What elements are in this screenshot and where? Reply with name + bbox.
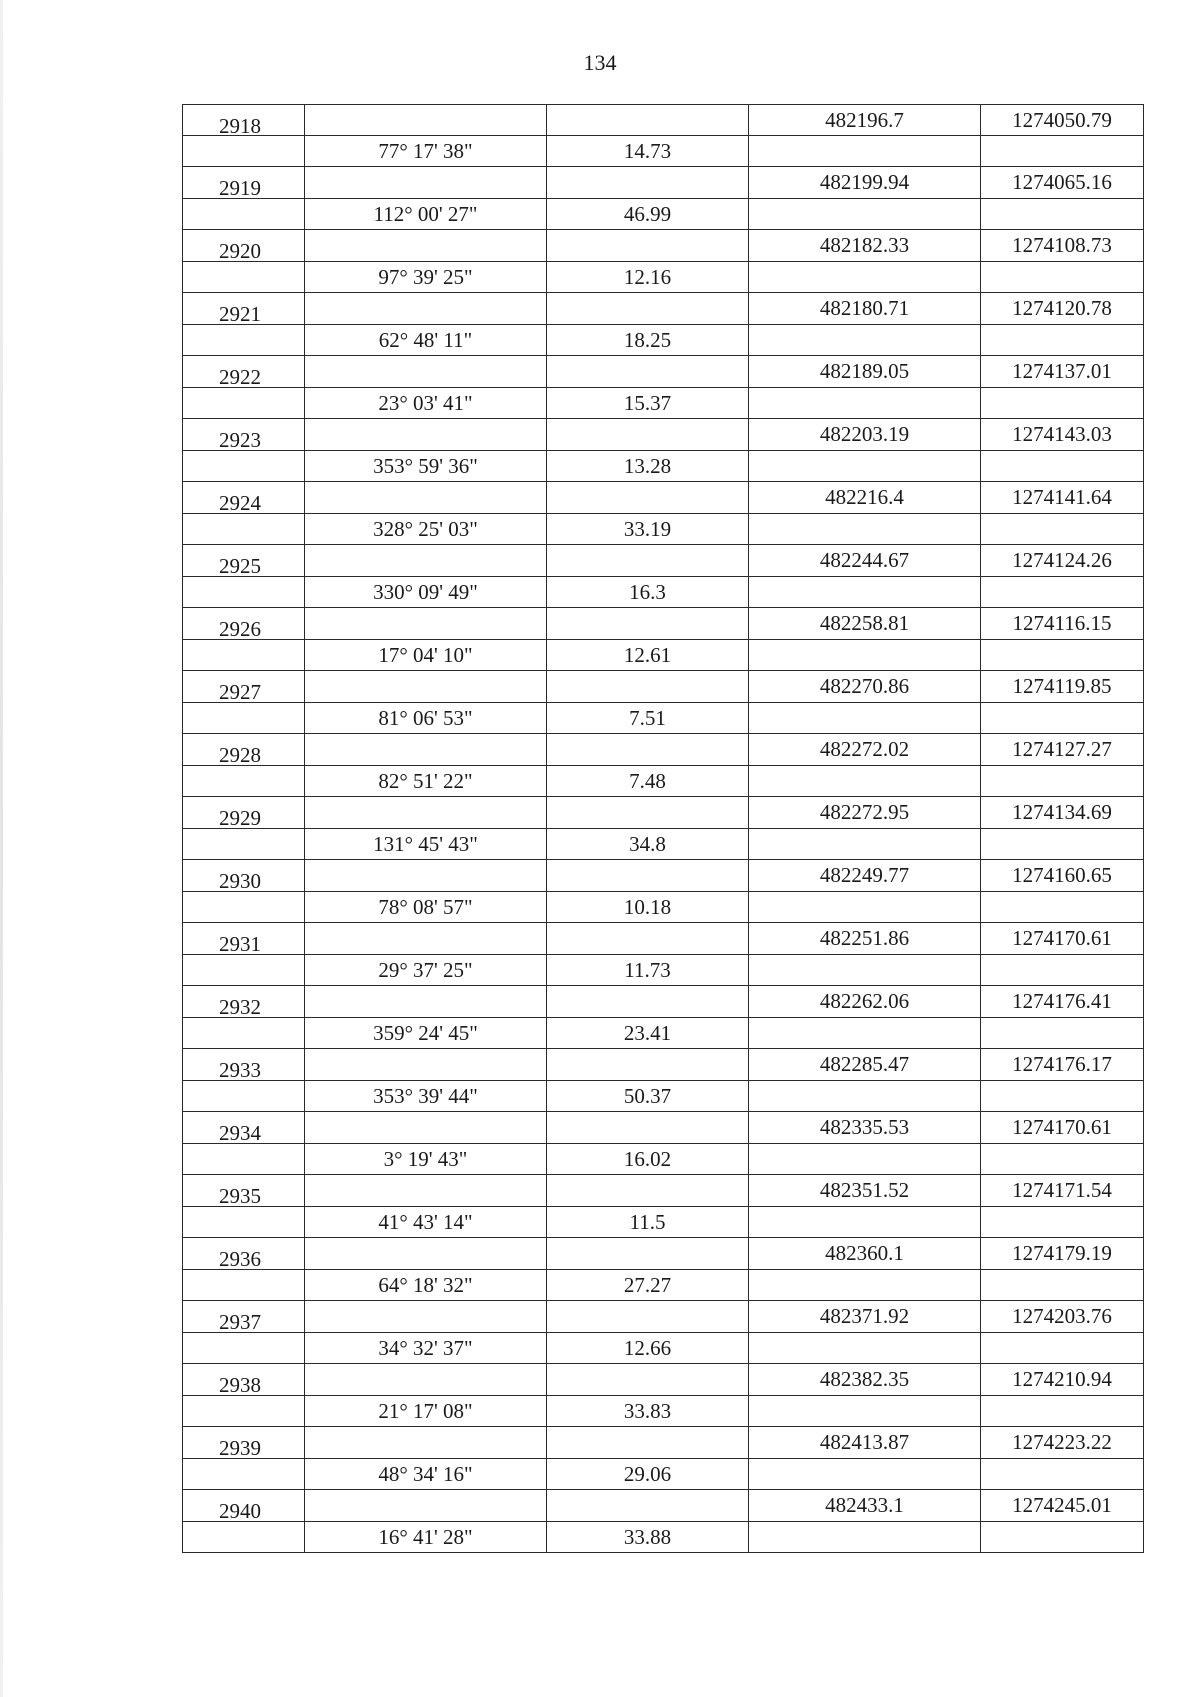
x-coordinate-cell	[749, 640, 981, 671]
point-number-cell	[183, 1522, 305, 1553]
x-coordinate-cell: 482216.4	[749, 482, 981, 513]
bearing-cell: 82° 51' 22"	[305, 766, 547, 797]
y-coordinate-cell: 1274127.27	[1012, 737, 1112, 761]
y-coordinate-cell	[981, 577, 1143, 608]
bearing-cell	[305, 356, 547, 387]
x-coordinate-cell: 482251.86	[749, 923, 981, 954]
point-number-cell: 2933	[183, 1049, 305, 1080]
x-coordinate-cell	[749, 1522, 981, 1553]
distance-cell: 10.18	[547, 892, 749, 923]
distance-cell	[547, 419, 749, 450]
bearing-cell	[305, 608, 547, 639]
point-number-cell: 2925	[183, 545, 305, 576]
distance-cell	[547, 1427, 749, 1458]
x-coordinate-cell: 482413.87	[749, 1427, 981, 1458]
y-coordinate-cell: 1274124.26	[1012, 548, 1112, 572]
point-number-cell	[183, 640, 305, 671]
point-number-cell: 2938	[183, 1364, 305, 1395]
distance-cell	[547, 1238, 749, 1269]
distance-cell: 33.88	[547, 1522, 749, 1553]
segment-row	[183, 577, 1143, 609]
segment-row	[183, 1522, 1143, 1554]
bearing-cell: 81° 06' 53"	[305, 703, 547, 734]
point-number-cell	[183, 1333, 305, 1364]
survey-coordinates-table	[182, 104, 1144, 1553]
x-coordinate-cell	[749, 451, 981, 482]
y-coordinate-cell: 1274050.79	[1012, 108, 1112, 132]
segment-row	[183, 199, 1143, 231]
x-coordinate-cell	[749, 766, 981, 797]
point-row	[183, 1238, 1143, 1270]
bearing-cell: 21° 17' 08"	[305, 1396, 547, 1427]
distance-cell	[547, 482, 749, 513]
bearing-cell	[305, 734, 547, 765]
segment-row	[183, 1144, 1143, 1176]
point-row	[183, 1175, 1143, 1207]
segment-row	[183, 136, 1143, 168]
point-row	[183, 986, 1143, 1018]
point-row	[183, 1427, 1143, 1459]
point-number-cell	[183, 1459, 305, 1490]
y-coordinate-cell: 1274141.64	[1012, 485, 1112, 509]
segment-row	[183, 325, 1143, 357]
y-coordinate-cell: 1274223.22	[1012, 1430, 1112, 1454]
x-coordinate-cell	[749, 1144, 981, 1175]
point-number-cell: 2937	[183, 1301, 305, 1332]
distance-cell	[547, 167, 749, 198]
bearing-cell: 353° 39' 44"	[305, 1081, 547, 1112]
point-row	[183, 860, 1143, 892]
bearing-cell	[305, 419, 547, 450]
point-row	[183, 797, 1143, 829]
distance-cell	[547, 1112, 749, 1143]
distance-cell	[547, 356, 749, 387]
y-coordinate-cell	[981, 1459, 1143, 1490]
x-coordinate-cell	[749, 829, 981, 860]
x-coordinate-cell	[749, 388, 981, 419]
point-number-cell	[183, 262, 305, 293]
point-number-cell: 2932	[183, 986, 305, 1017]
point-number-cell: 2940	[183, 1490, 305, 1521]
y-coordinate-cell	[981, 388, 1143, 419]
point-number-cell: 2921	[183, 293, 305, 324]
distance-cell	[547, 734, 749, 765]
bearing-cell: 330° 09' 49"	[305, 577, 547, 608]
bearing-cell	[305, 1427, 547, 1458]
point-number-cell	[183, 577, 305, 608]
segment-row	[183, 1207, 1143, 1239]
bearing-cell	[305, 797, 547, 828]
point-number-cell: 2922	[183, 356, 305, 387]
bearing-cell: 78° 08' 57"	[305, 892, 547, 923]
distance-cell: 13.28	[547, 451, 749, 482]
point-number-cell: 2939	[183, 1427, 305, 1458]
segment-row	[183, 1459, 1143, 1491]
bearing-cell: 112° 00' 27"	[305, 199, 547, 230]
y-coordinate-cell	[981, 199, 1143, 230]
point-number-cell: 2926	[183, 608, 305, 639]
bearing-cell	[305, 1490, 547, 1521]
point-number-cell	[183, 325, 305, 356]
x-coordinate-cell: 482270.86	[749, 671, 981, 702]
x-coordinate-cell: 482180.71	[749, 293, 981, 324]
bearing-cell	[305, 1175, 547, 1206]
x-coordinate-cell	[749, 1270, 981, 1301]
y-coordinate-cell	[981, 892, 1143, 923]
bearing-cell: 77° 17' 38"	[305, 136, 547, 167]
y-coordinate-cell	[981, 1522, 1143, 1553]
y-coordinate-cell: 1274176.17	[1012, 1052, 1112, 1076]
point-row	[183, 1301, 1143, 1333]
x-coordinate-cell: 482371.92	[749, 1301, 981, 1332]
y-coordinate-cell	[981, 451, 1143, 482]
point-row	[183, 1112, 1143, 1144]
point-row	[183, 230, 1143, 262]
segment-row	[183, 766, 1143, 798]
distance-cell	[547, 797, 749, 828]
y-coordinate-cell	[981, 1081, 1143, 1112]
y-coordinate-cell: 1274203.76	[1012, 1304, 1112, 1328]
x-coordinate-cell	[749, 1081, 981, 1112]
y-coordinate-cell	[981, 1144, 1143, 1175]
x-coordinate-cell: 482249.77	[749, 860, 981, 891]
point-number-cell: 2923	[183, 419, 305, 450]
distance-cell	[547, 608, 749, 639]
y-coordinate-cell: 1274176.41	[1012, 989, 1112, 1013]
y-coordinate-cell: 1274143.03	[1012, 422, 1112, 446]
distance-cell: 12.66	[547, 1333, 749, 1364]
x-coordinate-cell	[749, 1018, 981, 1049]
distance-cell	[547, 230, 749, 261]
segment-row	[183, 1333, 1143, 1365]
x-coordinate-cell: 482199.94	[749, 167, 981, 198]
point-number-cell: 2935	[183, 1175, 305, 1206]
distance-cell: 33.83	[547, 1396, 749, 1427]
distance-cell: 33.19	[547, 514, 749, 545]
bearing-cell	[305, 986, 547, 1017]
point-row	[183, 1049, 1143, 1081]
bearing-cell: 97° 39' 25"	[305, 262, 547, 293]
distance-cell	[547, 1301, 749, 1332]
y-coordinate-cell: 1274171.54	[1012, 1178, 1112, 1202]
y-coordinate-cell	[981, 325, 1143, 356]
point-number-cell: 2936	[183, 1238, 305, 1269]
distance-cell: 18.25	[547, 325, 749, 356]
distance-cell: 11.73	[547, 955, 749, 986]
x-coordinate-cell: 482189.05	[749, 356, 981, 387]
x-coordinate-cell	[749, 1207, 981, 1238]
bearing-cell: 17° 04' 10"	[305, 640, 547, 671]
y-coordinate-cell: 1274065.16	[1012, 170, 1112, 194]
point-number-cell	[183, 1207, 305, 1238]
point-number-cell: 2919	[183, 167, 305, 198]
bearing-cell: 62° 48' 11"	[305, 325, 547, 356]
segment-row	[183, 703, 1143, 735]
bearing-cell	[305, 230, 547, 261]
distance-cell: 34.8	[547, 829, 749, 860]
x-coordinate-cell	[749, 262, 981, 293]
x-coordinate-cell: 482335.53	[749, 1112, 981, 1143]
segment-row	[183, 1081, 1143, 1113]
point-number-cell: 2924	[183, 482, 305, 513]
point-number-cell	[183, 703, 305, 734]
segment-row	[183, 1018, 1143, 1050]
x-coordinate-cell: 482272.95	[749, 797, 981, 828]
x-coordinate-cell	[749, 703, 981, 734]
point-number-cell: 2931	[183, 923, 305, 954]
y-coordinate-cell: 1274137.01	[1012, 359, 1112, 383]
x-coordinate-cell	[749, 199, 981, 230]
y-coordinate-cell: 1274108.73	[1012, 233, 1112, 257]
distance-cell	[547, 1364, 749, 1395]
y-coordinate-cell	[981, 766, 1143, 797]
x-coordinate-cell	[749, 514, 981, 545]
bearing-cell	[305, 1238, 547, 1269]
distance-cell: 12.16	[547, 262, 749, 293]
segment-row	[183, 262, 1143, 294]
bearing-cell	[305, 923, 547, 954]
point-number-cell: 2934	[183, 1112, 305, 1143]
bearing-cell: 353° 59' 36"	[305, 451, 547, 482]
distance-cell	[547, 105, 749, 135]
bearing-cell	[305, 860, 547, 891]
segment-row	[183, 955, 1143, 987]
point-number-cell	[183, 1081, 305, 1112]
bearing-cell	[305, 293, 547, 324]
x-coordinate-cell: 482285.47	[749, 1049, 981, 1080]
distance-cell: 29.06	[547, 1459, 749, 1490]
bearing-cell: 328° 25' 03"	[305, 514, 547, 545]
y-coordinate-cell: 1274245.01	[1012, 1493, 1112, 1517]
point-row	[183, 734, 1143, 766]
distance-cell: 15.37	[547, 388, 749, 419]
distance-cell: 14.73	[547, 136, 749, 167]
point-row	[183, 482, 1143, 514]
distance-cell	[547, 1490, 749, 1521]
y-coordinate-cell	[981, 1333, 1143, 1364]
distance-cell: 16.02	[547, 1144, 749, 1175]
point-row	[183, 671, 1143, 703]
bearing-cell	[305, 482, 547, 513]
segment-row	[183, 1396, 1143, 1428]
point-number-cell	[183, 199, 305, 230]
point-row	[183, 419, 1143, 451]
segment-row	[183, 892, 1143, 924]
x-coordinate-cell	[749, 892, 981, 923]
x-coordinate-cell: 482360.1	[749, 1238, 981, 1269]
distance-cell: 27.27	[547, 1270, 749, 1301]
point-row	[183, 1364, 1143, 1396]
x-coordinate-cell	[749, 325, 981, 356]
y-coordinate-cell: 1274170.61	[1012, 926, 1112, 950]
bearing-cell	[305, 1301, 547, 1332]
x-coordinate-cell: 482433.1	[749, 1490, 981, 1521]
distance-cell: 12.61	[547, 640, 749, 671]
distance-cell	[547, 1175, 749, 1206]
bearing-cell: 16° 41' 28"	[305, 1522, 547, 1553]
y-coordinate-cell: 1274179.19	[1012, 1241, 1112, 1265]
x-coordinate-cell: 482203.19	[749, 419, 981, 450]
distance-cell: 7.48	[547, 766, 749, 797]
bearing-cell	[305, 167, 547, 198]
bearing-cell	[305, 545, 547, 576]
x-coordinate-cell: 482182.33	[749, 230, 981, 261]
bearing-cell: 34° 32' 37"	[305, 1333, 547, 1364]
point-row	[183, 167, 1143, 199]
x-coordinate-cell	[749, 1459, 981, 1490]
distance-cell	[547, 671, 749, 702]
segment-row	[183, 829, 1143, 861]
y-coordinate-cell	[981, 1396, 1143, 1427]
distance-cell	[547, 293, 749, 324]
point-number-cell	[183, 1018, 305, 1049]
distance-cell	[547, 923, 749, 954]
distance-cell	[547, 986, 749, 1017]
distance-cell	[547, 860, 749, 891]
x-coordinate-cell: 482272.02	[749, 734, 981, 765]
point-row	[183, 356, 1143, 388]
point-number-cell	[183, 892, 305, 923]
x-coordinate-cell	[749, 136, 981, 167]
bearing-cell: 41° 43' 14"	[305, 1207, 547, 1238]
point-number-cell	[183, 136, 305, 167]
x-coordinate-cell	[749, 955, 981, 986]
point-number-cell	[183, 1396, 305, 1427]
y-coordinate-cell	[981, 136, 1143, 167]
segment-row	[183, 388, 1143, 420]
segment-row	[183, 451, 1143, 483]
x-coordinate-cell: 482258.81	[749, 608, 981, 639]
bearing-cell	[305, 1049, 547, 1080]
point-number-cell: 2920	[183, 230, 305, 261]
distance-cell: 23.41	[547, 1018, 749, 1049]
point-number-cell: 2927	[183, 671, 305, 702]
point-number-cell: 2928	[183, 734, 305, 765]
point-number-cell: 2918	[183, 105, 305, 135]
y-coordinate-cell	[981, 955, 1143, 986]
y-coordinate-cell	[981, 640, 1143, 671]
distance-cell: 7.51	[547, 703, 749, 734]
x-coordinate-cell	[749, 1333, 981, 1364]
y-coordinate-cell	[981, 262, 1143, 293]
segment-row	[183, 514, 1143, 546]
point-row	[183, 293, 1143, 325]
point-number-cell	[183, 451, 305, 482]
x-coordinate-cell	[749, 577, 981, 608]
bearing-cell: 23° 03' 41"	[305, 388, 547, 419]
point-number-cell	[183, 388, 305, 419]
point-number-cell	[183, 766, 305, 797]
point-number-cell	[183, 514, 305, 545]
y-coordinate-cell: 1274160.65	[1012, 863, 1112, 887]
bearing-cell: 48° 34' 16"	[305, 1459, 547, 1490]
x-coordinate-cell: 482351.52	[749, 1175, 981, 1206]
page-number: 134	[583, 50, 617, 75]
bearing-cell	[305, 671, 547, 702]
x-coordinate-cell: 482262.06	[749, 986, 981, 1017]
point-row	[183, 923, 1143, 955]
bearing-cell: 29° 37' 25"	[305, 955, 547, 986]
distance-cell: 50.37	[547, 1081, 749, 1112]
bearing-cell: 359° 24' 45"	[305, 1018, 547, 1049]
point-number-cell: 2929	[183, 797, 305, 828]
y-coordinate-cell: 1274134.69	[1012, 800, 1112, 824]
y-coordinate-cell	[981, 514, 1143, 545]
x-coordinate-cell: 482196.7	[749, 105, 981, 135]
bearing-cell	[305, 1364, 547, 1395]
y-coordinate-cell	[981, 1018, 1143, 1049]
y-coordinate-cell: 1274119.85	[1012, 674, 1112, 698]
bearing-cell	[305, 1112, 547, 1143]
distance-cell: 11.5	[547, 1207, 749, 1238]
point-number-cell	[183, 1144, 305, 1175]
x-coordinate-cell: 482244.67	[749, 545, 981, 576]
y-coordinate-cell	[981, 703, 1143, 734]
y-coordinate-cell: 1274116.15	[1012, 611, 1112, 635]
bearing-cell: 64° 18' 32"	[305, 1270, 547, 1301]
point-number-cell	[183, 955, 305, 986]
distance-cell	[547, 545, 749, 576]
point-number-cell	[183, 829, 305, 860]
point-row	[183, 608, 1143, 640]
y-coordinate-cell: 1274170.61	[1012, 1115, 1112, 1139]
y-coordinate-cell	[981, 829, 1143, 860]
y-coordinate-cell	[981, 1270, 1143, 1301]
point-row	[183, 104, 1143, 136]
point-number-cell: 2930	[183, 860, 305, 891]
y-coordinate-cell: 1274210.94	[1012, 1367, 1112, 1391]
scan-edge-shadow	[0, 0, 3, 1697]
y-coordinate-cell: 1274120.78	[1012, 296, 1112, 320]
bearing-cell	[305, 105, 547, 135]
x-coordinate-cell: 482382.35	[749, 1364, 981, 1395]
bearing-cell: 131° 45' 43"	[305, 829, 547, 860]
x-coordinate-cell	[749, 1396, 981, 1427]
point-row	[183, 1490, 1143, 1522]
segment-row	[183, 640, 1143, 672]
distance-cell: 16.3	[547, 577, 749, 608]
segment-row	[183, 1270, 1143, 1302]
point-row	[183, 545, 1143, 577]
distance-cell: 46.99	[547, 199, 749, 230]
y-coordinate-cell	[981, 1207, 1143, 1238]
distance-cell	[547, 1049, 749, 1080]
bearing-cell: 3° 19' 43"	[305, 1144, 547, 1175]
point-number-cell	[183, 1270, 305, 1301]
